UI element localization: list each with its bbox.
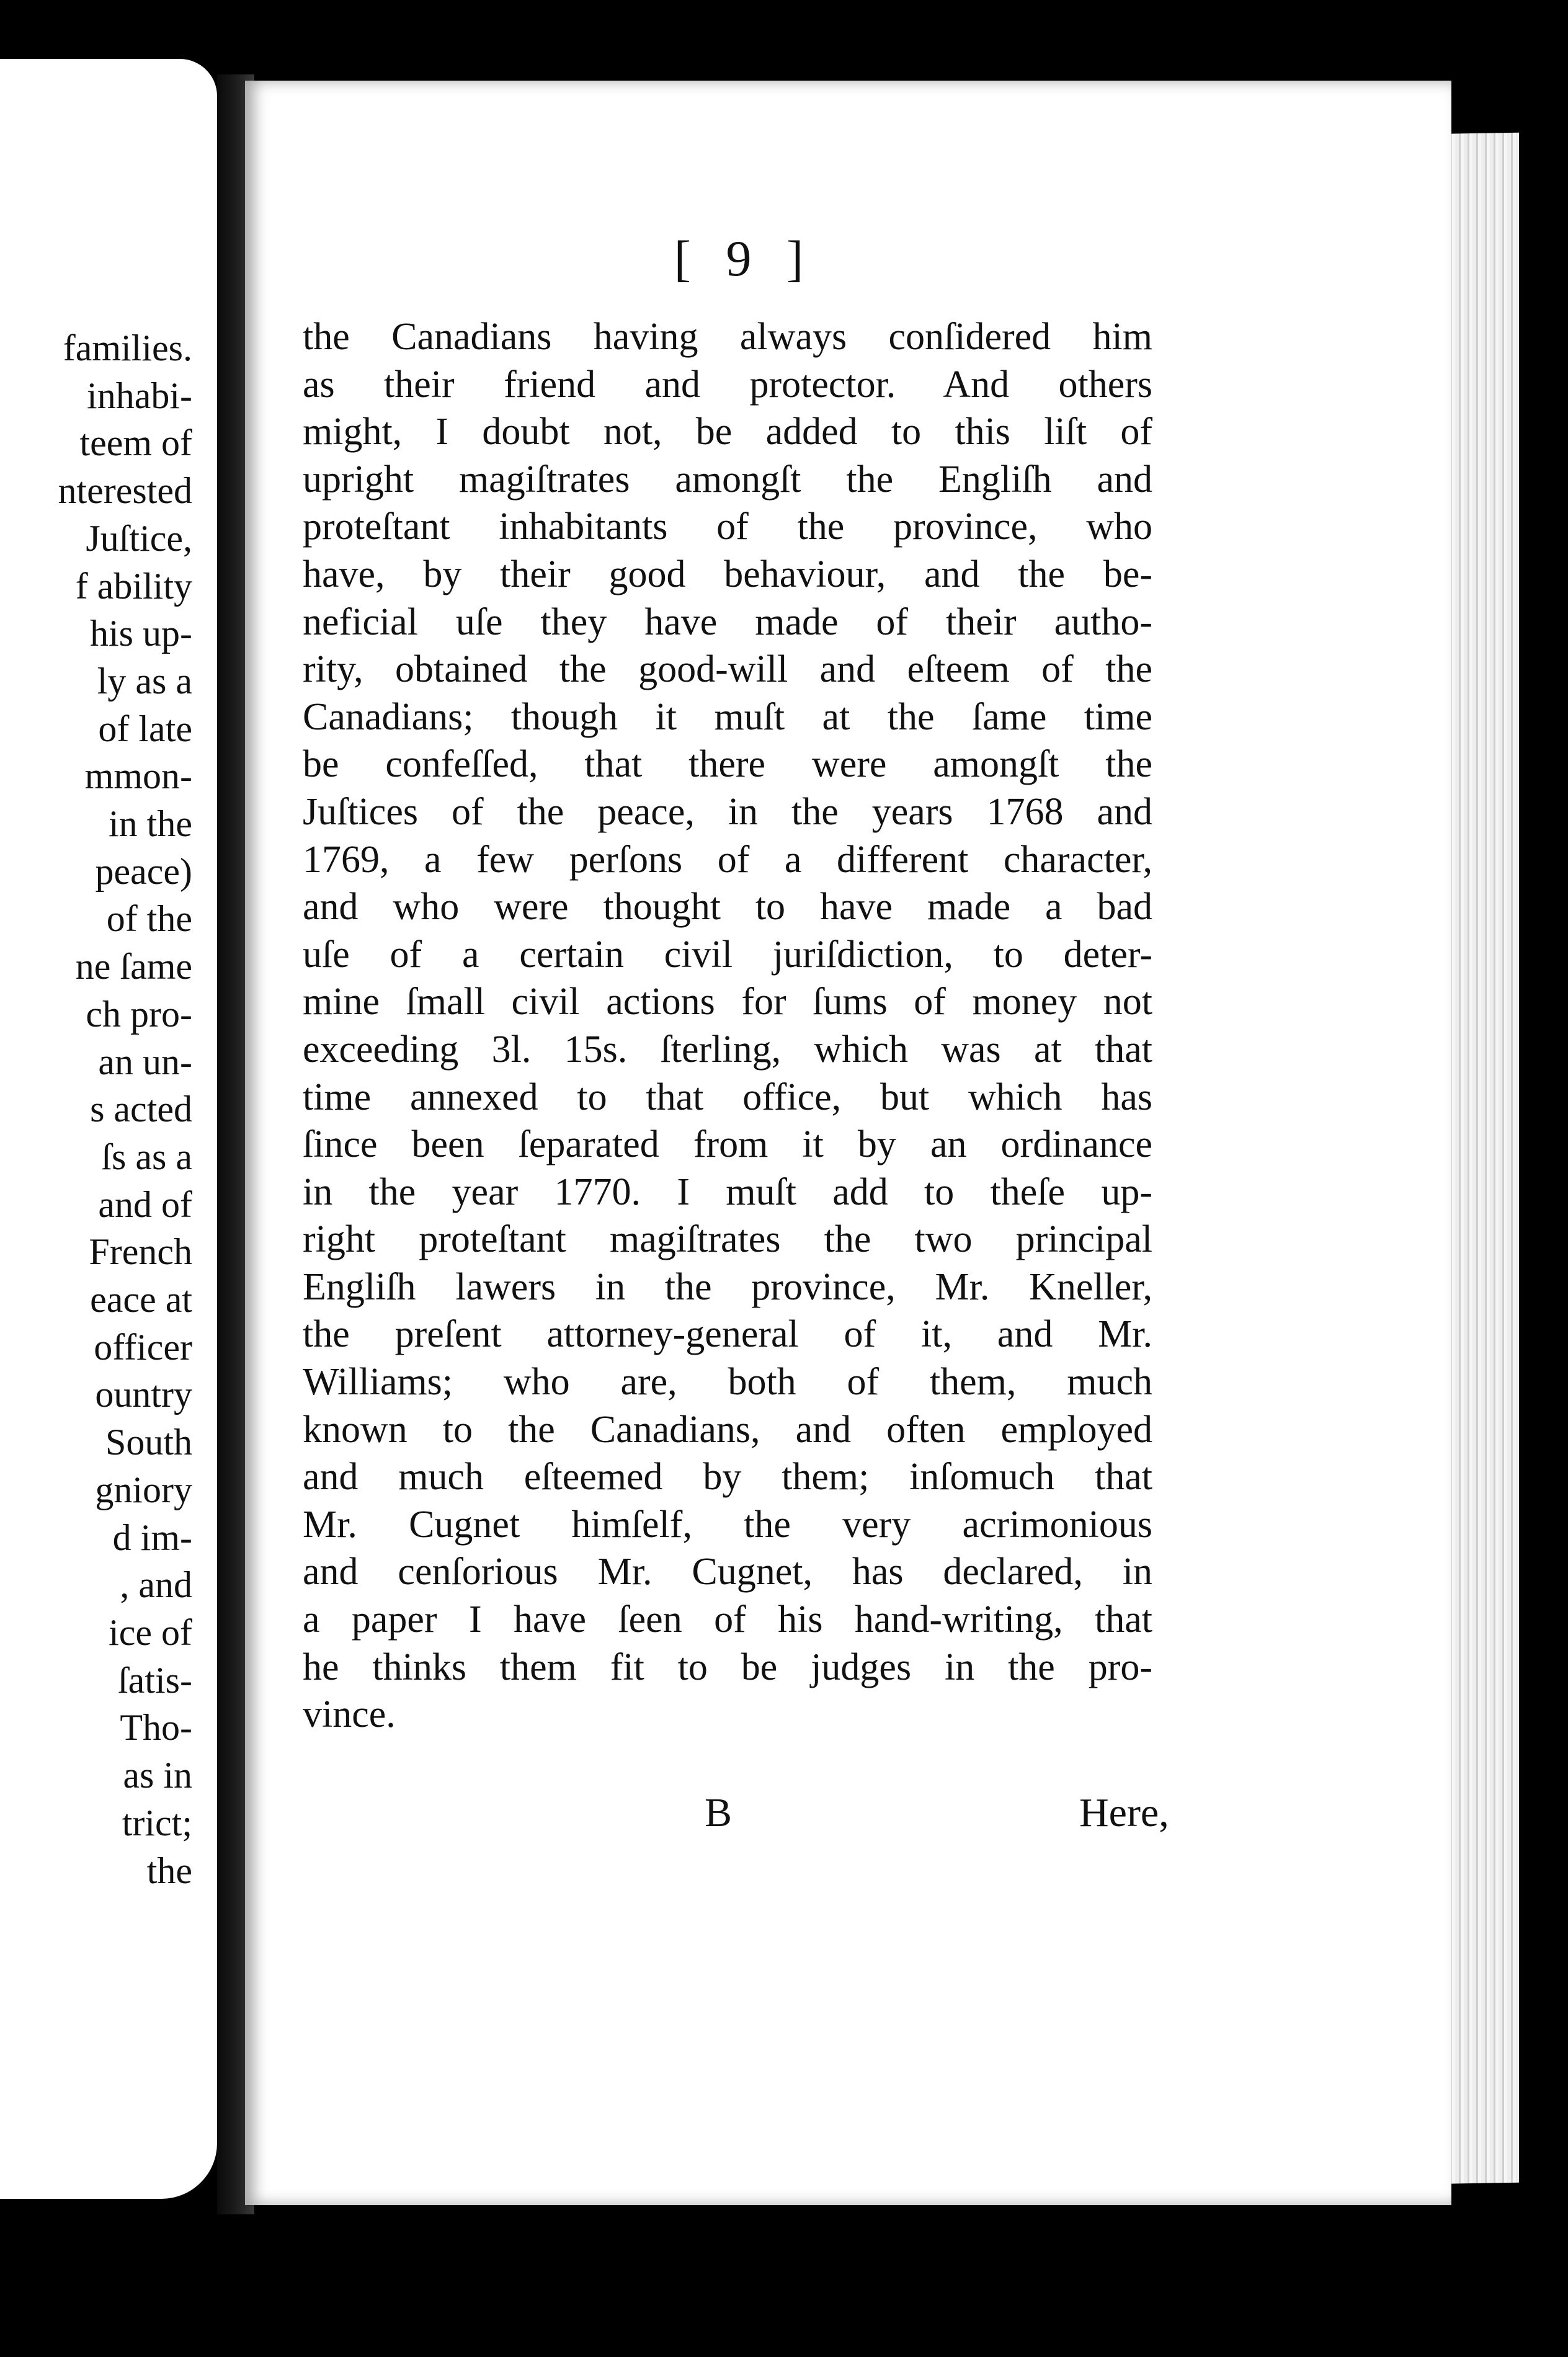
text-line: known to the Canadians, and often employed <box>303 1408 1152 1451</box>
text-line: rity, obtained the good-will and eſteem of the <box>303 648 1152 691</box>
signature-mark: B <box>705 1790 733 1835</box>
text-line: proteſtant inhabitants of the province, who <box>303 506 1152 548</box>
catchword: Here, <box>1079 1790 1169 1835</box>
left-page-line: the <box>146 1850 192 1891</box>
text-line: ſince been ſeparated from it by an ordinance <box>303 1123 1152 1166</box>
text-line: Williams; who are, both of them, much <box>303 1361 1152 1404</box>
left-page-line: trict; <box>122 1802 192 1843</box>
left-page-line: Juſtice, <box>86 517 192 559</box>
text-line: the Canadians having always conſidered him <box>303 316 1152 358</box>
left-page-line: South <box>105 1422 192 1463</box>
left-page-line: mmon- <box>84 755 192 797</box>
left-page-line: f ability <box>75 565 192 607</box>
text-line: vince. <box>303 1693 396 1736</box>
text-line: he thinks them fit to be judges in the pro- <box>303 1646 1152 1688</box>
text-line: and much eſteemed by them; inſomuch that <box>303 1456 1152 1499</box>
left-page-line: teem of <box>79 422 192 464</box>
text-line: might, I doubt not, be added to this liſt of <box>303 411 1152 453</box>
left-page <box>0 59 217 2199</box>
left-page-line: ſs as a <box>101 1136 192 1177</box>
text-line: upright magiſtrates amongſt the Engliſh and <box>303 458 1152 501</box>
text-line: mine ſmall civil actions for ſums of money not <box>303 981 1152 1023</box>
text-line: in the year 1770. I muſt add to theſe up- <box>303 1170 1152 1213</box>
left-page-line: his up- <box>90 613 192 654</box>
left-page-line: in the <box>109 803 192 845</box>
left-page-line: ice of <box>109 1611 192 1653</box>
text-line: Canadians; though it muſt at the ſame time <box>303 695 1152 738</box>
text-line: as their friend and protector. And others <box>303 363 1152 406</box>
left-page-line: eace at <box>90 1279 192 1321</box>
text-line: time annexed to that office, but which has <box>303 1076 1152 1118</box>
left-page-line: an un- <box>98 1041 192 1082</box>
left-page-text <box>58 324 192 1894</box>
left-page-line: of late <box>98 708 192 749</box>
left-page-line: s acted <box>90 1089 192 1130</box>
text-line: Mr. Cugnet himſelf, the very acrimonious <box>303 1503 1152 1546</box>
left-page-line: French <box>89 1231 192 1273</box>
text-line: have, by their good behaviour, and the be- <box>303 553 1152 595</box>
text-line: be confeſſed, that there were amongſt the <box>303 743 1152 786</box>
left-page-line: gniory <box>95 1469 192 1510</box>
left-page-line: d im- <box>112 1517 192 1558</box>
left-page-line: families. <box>63 327 192 368</box>
left-page-line: nterested <box>58 470 192 512</box>
left-page-line: ſatis- <box>118 1659 192 1701</box>
left-page-line: officer <box>94 1326 192 1368</box>
left-page-line: of the <box>106 898 192 940</box>
text-line: and who were thought to have made a bad <box>303 886 1152 929</box>
left-page-line: , and <box>120 1564 192 1606</box>
text-line: Engliſh lawers in the province, Mr. Kneller, <box>303 1265 1152 1308</box>
left-page-line: and of <box>98 1183 192 1225</box>
text-line: and cenſorious Mr. Cugnet, has declared, in <box>303 1551 1152 1593</box>
text-line: a paper I have ſeen of his hand-writing, that <box>303 1598 1152 1641</box>
left-page-line: ch pro- <box>86 993 192 1035</box>
text-line: 1769, a few perſons of a different character, <box>303 838 1152 881</box>
text-line: exceeding 3l. 15s. ſterling, which was at that <box>303 1028 1152 1071</box>
text-line: neficial uſe they have made of their autho- <box>303 600 1152 643</box>
text-line: Juſtices of the peace, in the years 1768 and <box>303 790 1152 833</box>
left-page-line: ne ſame <box>75 946 192 987</box>
text-line: the preſent attorney-general of it, and Mr. <box>303 1313 1152 1356</box>
left-page-line: ly as a <box>97 660 192 702</box>
left-page-line: peace) <box>95 850 192 892</box>
left-page-line: ountry <box>95 1374 192 1415</box>
left-page-line: as in <box>123 1755 192 1796</box>
left-page-line: Tho- <box>120 1707 192 1749</box>
text-line: uſe of a certain civil juriſdiction, to deter- <box>303 933 1152 976</box>
page-number: [ 9 ] <box>674 230 815 287</box>
body-text <box>303 313 1152 1739</box>
text-line: right proteſtant magiſtrates the two principal <box>303 1218 1152 1261</box>
left-page-line: inhabi- <box>87 375 192 416</box>
